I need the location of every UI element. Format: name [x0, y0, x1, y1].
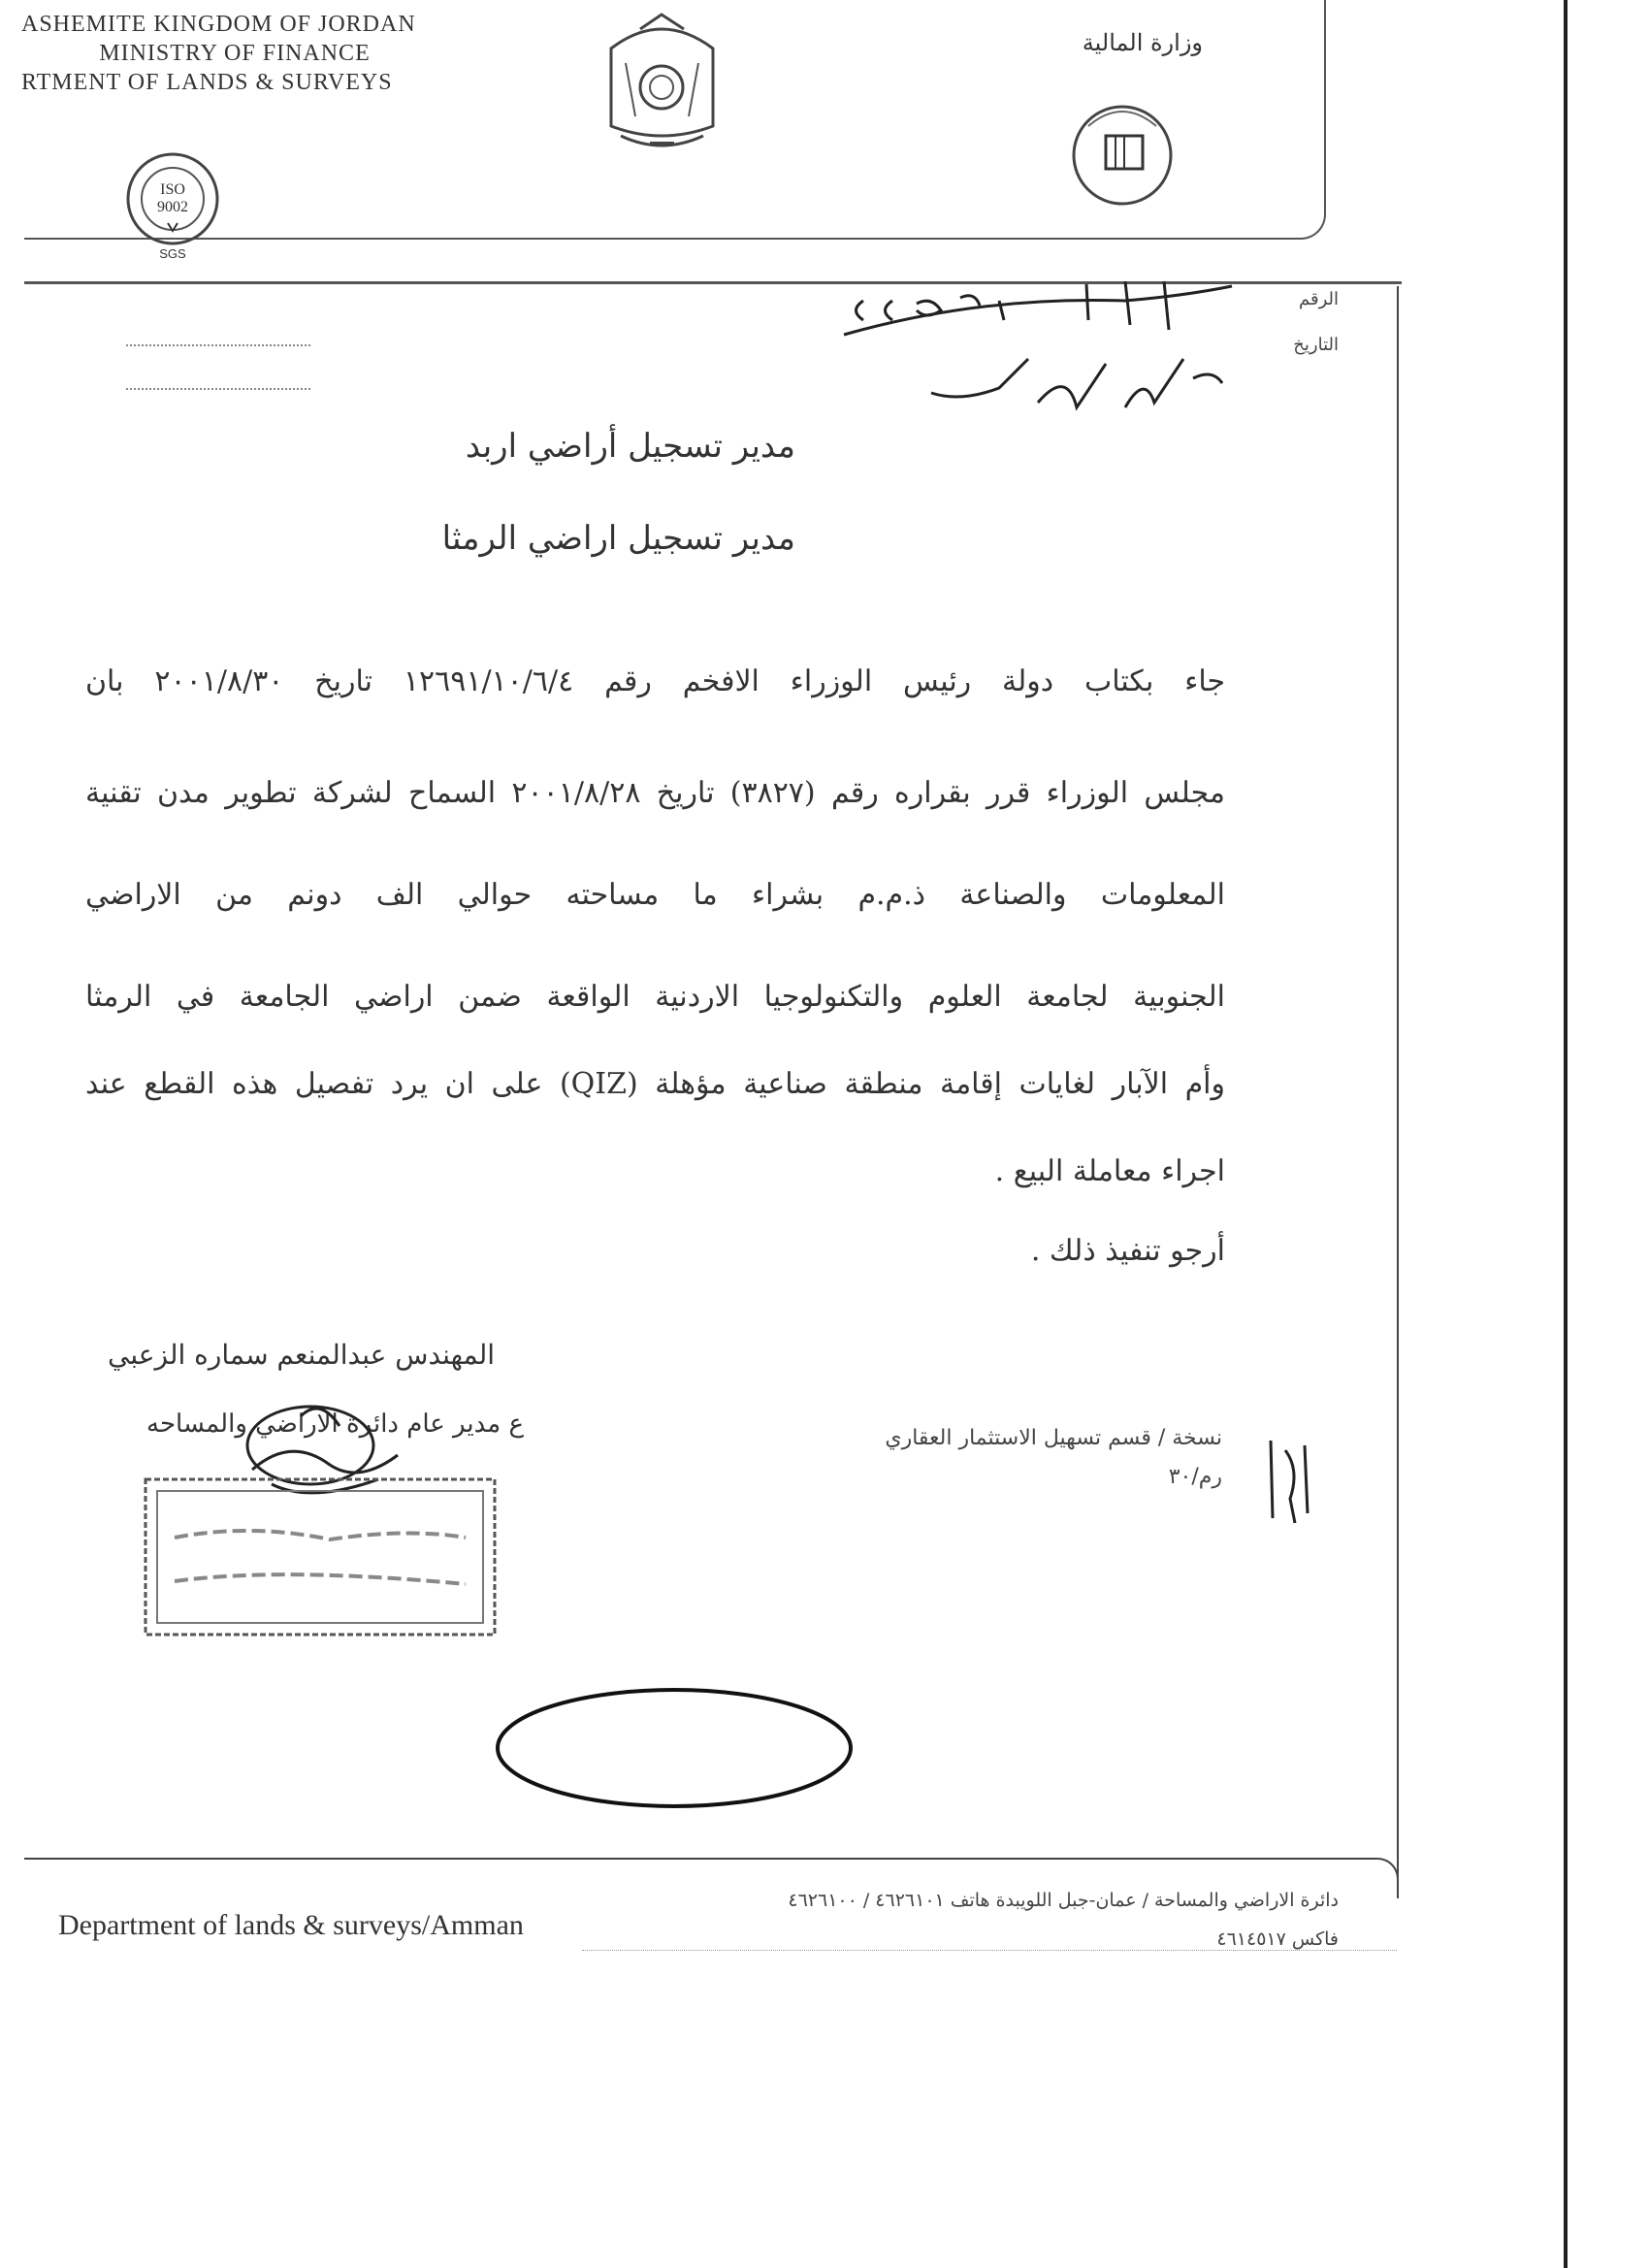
- copy-to-line: نسخة / قسم تسهيل الاستثمار العقاري: [885, 1426, 1222, 1450]
- footer-arabic-fax: فاكس ٤٦١٤٥١٧: [1216, 1928, 1339, 1950]
- iso-label: ISO: [160, 181, 185, 198]
- letterhead-line-ministry: MINISTRY OF FINANCE: [99, 41, 371, 66]
- footer-arabic-address: دائرة الاراضي والمساحة / عمان-جبل اللويبدة هاتف ٤٦٢٦١٠١ / ٤٦٢٦١٠٠: [788, 1890, 1339, 1911]
- iso-9002-badge-icon: [114, 146, 231, 262]
- body-line: جاء بكتاب دولة رئيس الوزراء الافخم رقم ١٢٦٩١/١٠/٦/٤ تاريخ ٢٠٠١/٨/٣٠ بان: [85, 664, 1226, 698]
- reference-date-label: التاريخ: [1293, 335, 1339, 355]
- addressee-ramtha: مدير تسجيل اراضي الرمثا: [441, 519, 795, 558]
- arabic-ministry-title: وزارة المالية: [1082, 29, 1203, 56]
- signatory-title: ع مدير عام دائرة الاراضي والمساحه: [146, 1409, 524, 1439]
- dotted-line: [126, 388, 310, 390]
- handwritten-reference-number: [834, 276, 1242, 349]
- body-line: مجلس الوزراء قرر بقراره رقم (٣٨٢٧) تاريخ ٢٠٠١/٨/٢٨ السماح لشركة تطوير مدن تقنية: [85, 776, 1226, 810]
- english-letterhead: [21, 10, 448, 97]
- right-margin-line: [1397, 286, 1399, 1877]
- addressee-irbid: مدير تسجيل أراضي اربد: [465, 427, 795, 466]
- hand-drawn-oval: [490, 1683, 858, 1814]
- jordan-coat-of-arms-icon: [582, 10, 742, 155]
- body-line: المعلومات والصناعة ذ.م.م بشراء ما مساحته حوالي الف دونم من الاراضي: [85, 878, 1225, 912]
- body-line: الجنوبية لجامعة العلوم والتكنولوجيا الاردنية الواقعة ضمن اراضي الجامعة في الرمثا: [85, 980, 1225, 1014]
- dotted-line: [126, 344, 310, 346]
- reference-number-label: الرقم: [1298, 289, 1339, 309]
- official-stamp: [136, 1470, 504, 1644]
- footer-english-address: Department of lands & surveys/Amman: [58, 1909, 524, 1941]
- lands-department-seal-icon: [1059, 97, 1185, 213]
- handwritten-date: [922, 349, 1232, 417]
- handwritten-date-text: [0, 0, 1, 1]
- margin-initials: [1261, 1431, 1314, 1528]
- body-line: وأم الآبار لغايات إقامة منطقة صناعية مؤهلة (QIZ) على ان يرد تفصيل هذه القطع عند: [85, 1067, 1225, 1101]
- body-line: اجراء معاملة البيع .: [994, 1154, 1225, 1188]
- closing-line: أرجو تنفيذ ذلك .: [1030, 1234, 1225, 1268]
- letterhead-line-kingdom: ASHEMITE KINGDOM OF JORDAN: [21, 12, 416, 37]
- iso-number: 9002: [157, 199, 188, 215]
- scan-edge-line: [1564, 0, 1568, 2268]
- footer-dotted-rule: [582, 1950, 1397, 1951]
- iso-sgs: SGS: [159, 246, 186, 261]
- copy-to-code: رم/٣٠: [1168, 1465, 1222, 1489]
- letterhead-line-department: RTMENT OF LANDS & SURVEYS: [21, 70, 393, 95]
- signatory-name: المهندس عبدالمنعم سماره الزعبي: [108, 1339, 495, 1371]
